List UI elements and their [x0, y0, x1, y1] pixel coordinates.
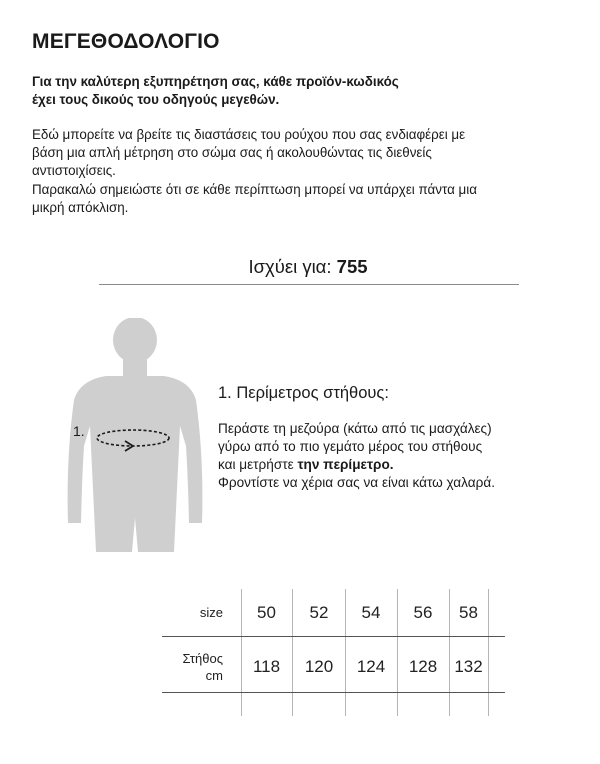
- intro-bold-line: Για την καλύτερη εξυπηρέτηση σας, κάθε προϊόν-κωδικός: [32, 74, 399, 89]
- intro-bold-line: έχει τους δικούς του οδηγούς μεγεθών.: [32, 92, 280, 107]
- instruction-line: Περάστε τη μεζούρα (κάτω από τις μασχάλες): [218, 421, 492, 436]
- instruction-emphasis: την περίμετρο: [297, 457, 390, 472]
- chest-label: Στήθος: [182, 651, 223, 666]
- intro-bold-text: [32, 73, 552, 109]
- measurement-marker: 1.: [73, 423, 85, 439]
- size-cell: 52: [309, 603, 329, 622]
- size-cell: 56: [413, 603, 433, 622]
- applies-label: Ισχύει για:: [248, 256, 332, 277]
- table-rule: [162, 692, 505, 693]
- intro-text-line: Εδώ μπορείτε να βρείτε τις διαστάσεις του ρούχου που σας ενδιαφέρει με: [32, 127, 466, 142]
- chest-cell: 128: [408, 657, 438, 676]
- intro-text-line: Παρακαλώ σημειώστε ότι σε κάθε περίπτωση μπορεί να υπάρχει πάντα μια: [32, 181, 477, 197]
- chest-unit: cm: [205, 668, 223, 683]
- chest-cell: 120: [304, 657, 334, 676]
- size-table: [162, 589, 505, 716]
- instruction-suffix: .: [389, 457, 394, 472]
- instruction-line: [218, 456, 578, 474]
- divider: [99, 284, 519, 285]
- applies-for: [0, 256, 600, 278]
- measurement-title: 1. Περίμετρος στήθους:: [218, 384, 389, 402]
- intro-text-line: βάση μια απλή μέτρηση στο σώμα σας ή ακολουθώντας τις διεθνείς: [32, 145, 432, 161]
- intro-text-line: αντιστοιχίσεις.: [32, 163, 116, 179]
- chest-cell: 118: [252, 657, 281, 676]
- measuring-tape-loop-icon: [93, 426, 173, 452]
- chest-cell: 124: [356, 657, 386, 676]
- product-code: 755: [336, 256, 368, 277]
- chest-cell: 132: [454, 657, 483, 676]
- instruction-prefix: και μετρήστε: [218, 457, 298, 472]
- intro-text-line: μικρή απόκλιση.: [32, 199, 129, 215]
- instruction-line: γύρω από το πιο γεμάτο μέρος του στήθους: [218, 439, 483, 454]
- chest-row-label: [162, 650, 223, 684]
- page-title: ΜΕΓΕΘΟΔΟΛΟΓΙΟ: [32, 30, 220, 53]
- size-cell: 50: [257, 603, 276, 622]
- intro-text: [32, 126, 572, 217]
- table-divider: [488, 589, 489, 716]
- size-row-label: size: [199, 605, 223, 620]
- table-rule: [162, 636, 505, 637]
- size-cell: 58: [459, 603, 478, 622]
- instruction-line: Φροντίστε να χέρια σας να είναι κάτω χαλαρά.: [218, 475, 495, 490]
- size-cell: 54: [361, 603, 381, 622]
- measurement-instructions: [218, 420, 578, 492]
